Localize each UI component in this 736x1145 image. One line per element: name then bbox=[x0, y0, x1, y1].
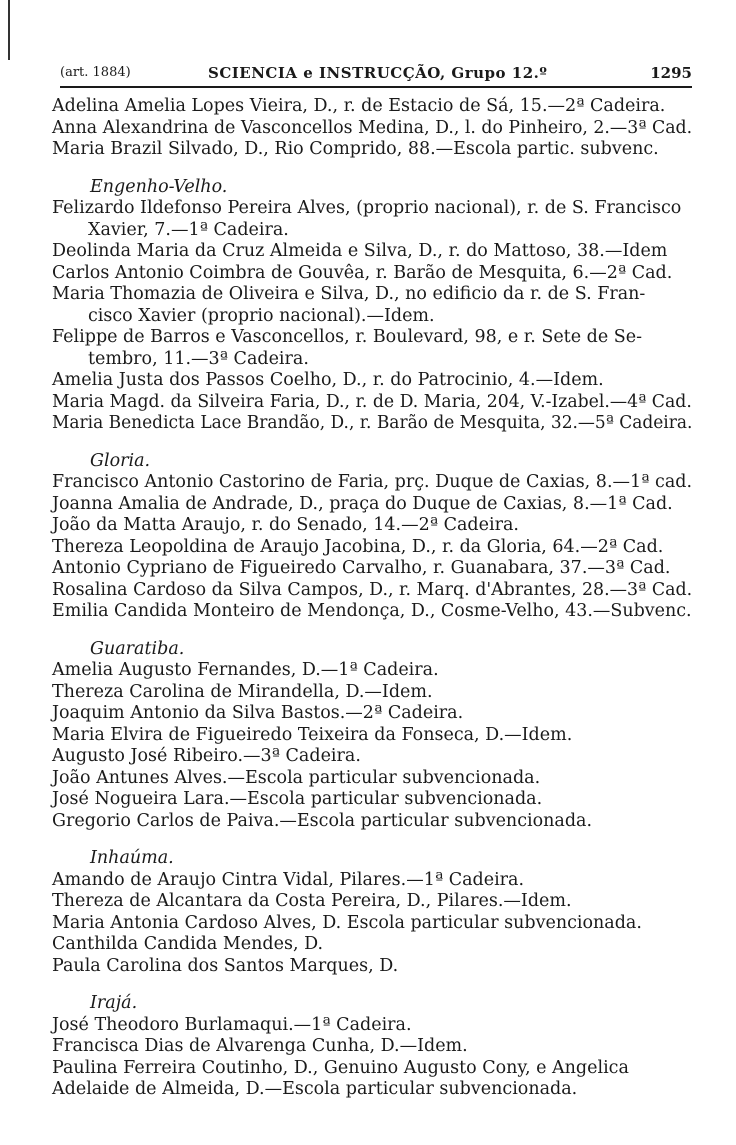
entry-line: Carlos Antonio Coimbra de Gouvêa, r. Barão de Mesquita, 6.—2ª Cad. bbox=[52, 262, 673, 283]
entry-line: Paula Carolina dos Santos Marques, D. bbox=[52, 955, 399, 976]
entry-line: Deolinda Maria da Cruz Almeida e Silva, D., r. do Mattoso, 38.—Idem bbox=[52, 241, 668, 261]
entry-line: Thereza de Alcantara da Costa Pereira, D., Pilares.—Idem. bbox=[52, 891, 572, 911]
entry-line: Canthilda Candida Mendes, D. bbox=[52, 934, 324, 954]
entry-line: Maria Magd. da Silveira Faria, D., r. de D. Maria, 204, V.-Izabel.—4ª Cad. bbox=[52, 391, 692, 412]
entry-line: Maria Elvira de Figueiredo Teixeira da Fonseca, D.—Idem. bbox=[52, 724, 573, 745]
entry-line: Felippe de Barros e Vasconcellos, r. Boulevard, 98, e r. Sete de Se- bbox=[52, 327, 643, 347]
entry-line: Amando de Araujo Cintra Vidal, Pilares.—1ª Cadeira. bbox=[52, 869, 525, 890]
entry-line: Francisca Dias de Alvarenga Cunha, D.—Idem. bbox=[52, 1036, 468, 1056]
entry-line: Amelia Justa dos Passos Coelho, D., r. do Patrocinio, 4.—Idem. bbox=[52, 370, 604, 390]
entry-continuation-line: tembro, 11.—3ª Cadeira. bbox=[88, 348, 309, 369]
entry-line: Rosalina Cardoso da Silva Campos, D., r. Marq. d'Abrantes, 28.—3ª Cad. bbox=[52, 579, 693, 600]
entry-line: Paulina Ferreira Coutinho, D., Genuino Augusto Cony, e Angelica bbox=[52, 1057, 629, 1078]
entry-line: Augusto José Ribeiro.—3ª Cadeira. bbox=[52, 746, 361, 766]
entry-line: João Antunes Alves.—Escola particular subvencionada. bbox=[52, 767, 541, 788]
entry-line: Adelina Amelia Lopes Vieira, D., r. de Estacio de Sá, 15.—2ª Cadeira. bbox=[52, 96, 666, 116]
entry-line: Joanna Amalia de Andrade, D., praça do Duque de Caxias, 8.—1ª Cad. bbox=[52, 493, 673, 514]
page-number: 1295 bbox=[650, 64, 692, 82]
entry-line: Anna Alexandrina de Vasconcellos Medina, D., l. do Pinheiro, 2.—3ª Cad. bbox=[52, 117, 693, 138]
entry-continuation-line: cisco Xavier (proprio nacional).—Idem. bbox=[88, 305, 435, 326]
entry-line: Gregorio Carlos de Paiva.—Escola particular subvencionada. bbox=[52, 810, 593, 831]
entry-line: Emilia Candida Monteiro de Mendonça, D., Cosme-Velho, 43.—Subvenc. bbox=[52, 601, 692, 621]
entry-line: José Nogueira Lara.—Escola particular subvencionada. bbox=[52, 789, 543, 809]
entry-line: Thereza Leopoldina de Araujo Jacobina, D., r. da Gloria, 64.—2ª Cad. bbox=[52, 536, 664, 557]
entry-line: Maria Thomazia de Oliveira e Silva, D., no edificio da r. de S. Fran- bbox=[52, 284, 646, 304]
section-title: Inhaúma. bbox=[90, 848, 174, 868]
entry-continuation-line: Xavier, 7.—1ª Cadeira. bbox=[88, 219, 289, 240]
entry-line: João da Matta Araujo, r. do Senado, 14.—2ª Cadeira. bbox=[52, 515, 519, 535]
entry-line: Maria Benedicta Lace Brandão, D., r. Barão de Mesquita, 32.—5ª Cadeira. bbox=[52, 413, 693, 433]
page-header bbox=[60, 60, 692, 88]
entry-line: Amelia Augusto Fernandes, D.—1ª Cadeira. bbox=[52, 660, 439, 680]
section-title: Engenho-Velho. bbox=[90, 176, 228, 197]
section-title: Guaratiba. bbox=[90, 638, 185, 659]
entry-line: Thereza Carolina de Mirandella, D.—Idem. bbox=[52, 681, 433, 702]
section-title: Gloria. bbox=[90, 450, 151, 471]
entry-line: Francisco Antonio Castorino de Faria, prç. Duque de Caxias, 8.—1ª cad. bbox=[52, 472, 693, 492]
document-body bbox=[52, 96, 692, 1101]
entry-line: Joaquim Antonio da Silva Bastos.—2ª Cadeira. bbox=[52, 703, 464, 723]
header-title: SCIENCIA e INSTRUCÇÃO, Grupo 12.º bbox=[208, 64, 548, 82]
margin-mark bbox=[8, 0, 10, 60]
entry-line: Maria Antonia Cardoso Alves, D. Escola particular subvencionada. bbox=[52, 912, 642, 933]
entry-line: Adelaide de Almeida, D.—Escola particular subvencionada. bbox=[52, 1079, 578, 1099]
entry-line: Antonio Cypriano de Figueiredo Carvalho, r. Guanabara, 37.—3ª Cad. bbox=[52, 558, 671, 578]
entry-line: Felizardo Ildefonso Pereira Alves, (proprio nacional), r. de S. Francisco bbox=[52, 198, 682, 218]
header-article: (art. 1884) bbox=[60, 65, 131, 80]
entry-line: Maria Brazil Silvado, D., Rio Comprido, 88.—Escola partic. subvenc. bbox=[52, 139, 659, 159]
section-title: Irajá. bbox=[90, 993, 138, 1013]
entry-line: José Theodoro Burlamaqui.—1ª Cadeira. bbox=[52, 1014, 412, 1035]
